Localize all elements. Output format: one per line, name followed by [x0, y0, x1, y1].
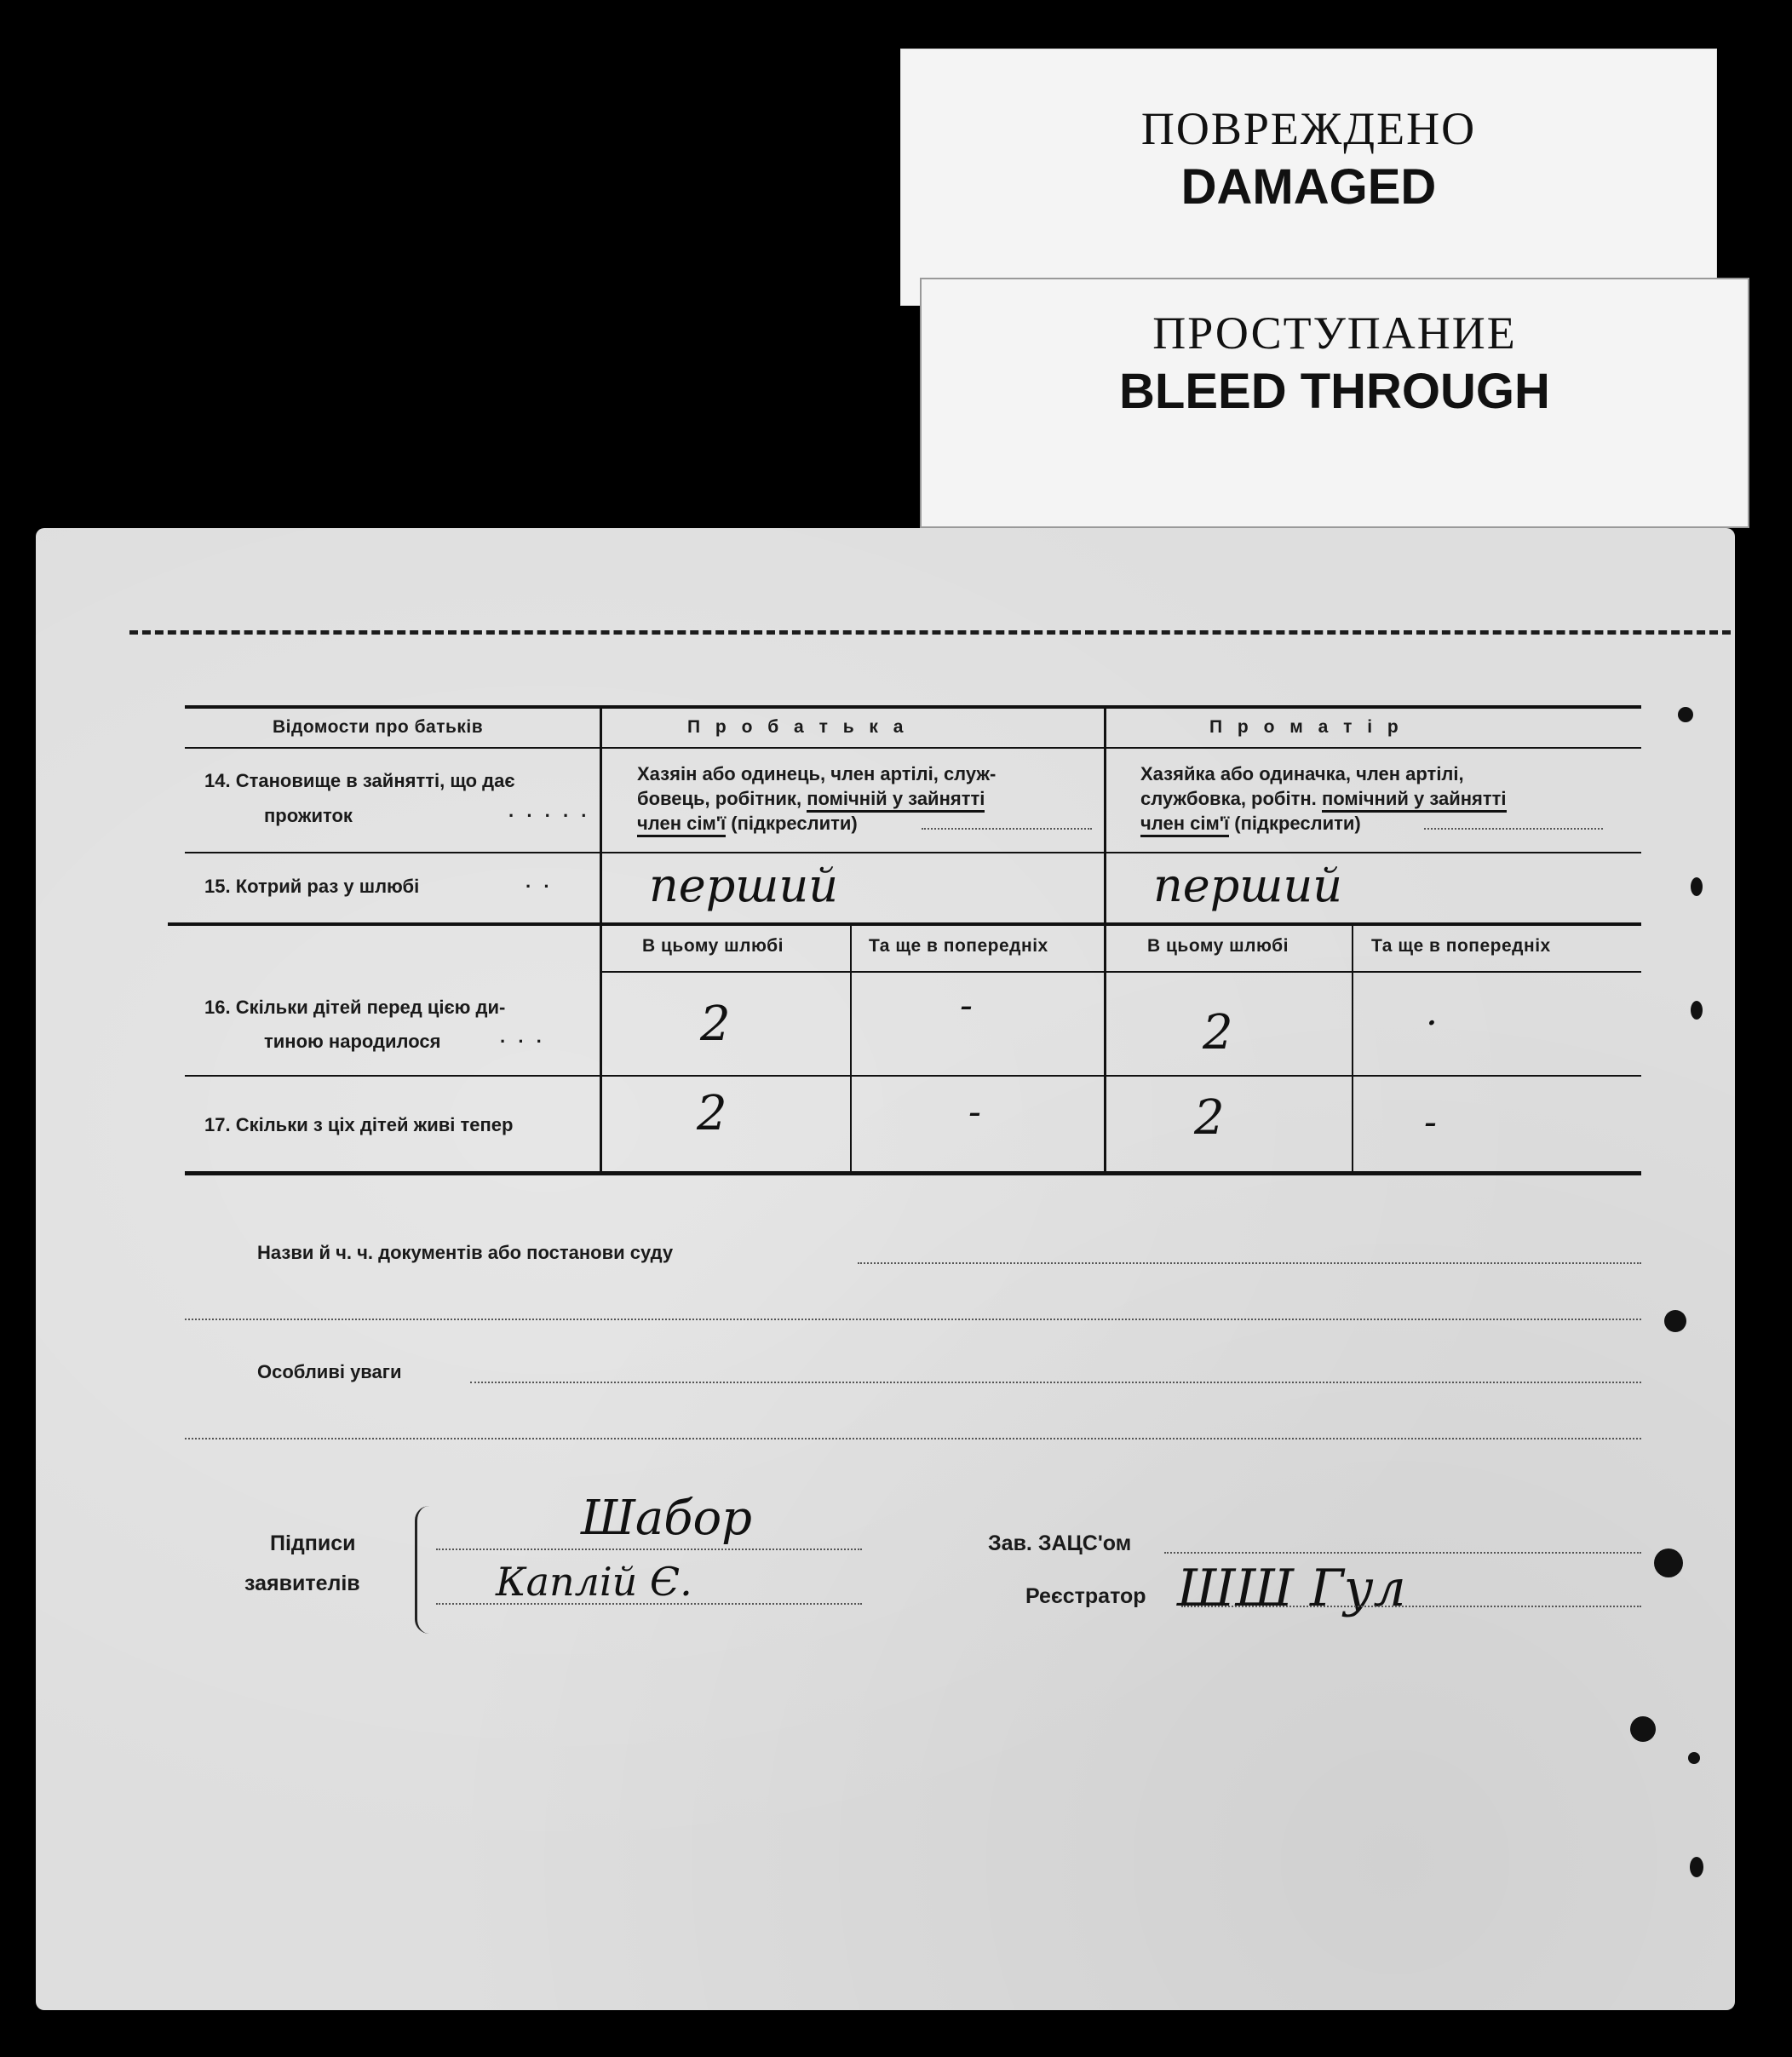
row16-dots: ··· [500, 1031, 554, 1052]
row15-mother-value: перший [1153, 859, 1343, 912]
row15-label: 15. Котрий раз у шлюбі [204, 876, 420, 897]
row14-mother-line1: Хазяйка або одиначка, член артілі, [1140, 763, 1464, 784]
mother-this-marriage-header: В цьому шлюбі [1147, 936, 1289, 956]
row16-father-this: 2 [700, 997, 731, 1052]
col-divider-1 [600, 707, 602, 1174]
father-previous-header: Та ще в попередніх [869, 936, 1048, 956]
applicant-signature-line-1 [436, 1548, 862, 1550]
row17-father-this: 2 [697, 1086, 727, 1141]
col-divider-mother [1352, 924, 1353, 1173]
damage-hole [1678, 707, 1693, 722]
document-sheet [36, 528, 1735, 2010]
header-col2: П р о б а т ь к а [687, 717, 909, 737]
row14-father-line3b: (підкреслити) [731, 813, 858, 834]
row17-father-prev: - [968, 1090, 981, 1134]
row15-father-value: перший [649, 859, 839, 912]
row16-rule [185, 1075, 1641, 1077]
row17-label: 17. Скільки з ціх дітей живі тепер [204, 1114, 514, 1135]
header-col3: П р о м а т і р [1209, 717, 1404, 737]
row14-mother-line3a: член сім'ї [1140, 813, 1229, 837]
signatures-label-line1: Підписи [270, 1531, 356, 1555]
documents-label: Назви й ч. ч. документів або постанови суду [257, 1242, 674, 1263]
punch-hole [1691, 1001, 1703, 1020]
row17-mother-this: 2 [1194, 1090, 1225, 1146]
head-of-registry-line [1164, 1552, 1641, 1554]
punch-hole [1691, 877, 1703, 896]
punch-hole [1690, 1857, 1703, 1877]
row14-father-line2a: бовець, робітник, [637, 788, 802, 809]
bleed-through-tag [922, 279, 1748, 526]
row16-mother-this: 2 [1203, 1005, 1233, 1060]
damage-hole [1664, 1310, 1686, 1332]
row16-mother-prev: · [1426, 1002, 1438, 1045]
col-divider-2 [1104, 707, 1106, 1174]
table-bottom-rule [185, 1171, 1641, 1175]
applicant-signature-1: Шабор [581, 1491, 753, 1546]
row14-label-line1: 14. Становище в зайнятті, що дає [204, 770, 515, 791]
row14-father-line3a: член сім'ї [637, 813, 726, 837]
signatures-brace [415, 1506, 429, 1634]
remarks-label: Особливі уваги [257, 1361, 402, 1382]
row15-dots: ·· [526, 876, 562, 897]
row14-mother-line3b: (підкреслити) [1234, 813, 1361, 834]
row16-father-prev: - [960, 984, 973, 1027]
damaged-tag [901, 49, 1716, 305]
damaged-tag-en: DAMAGED [1180, 159, 1437, 215]
damage-hole [1654, 1548, 1683, 1577]
documents-fill-2 [185, 1319, 1641, 1320]
head-of-registry-label: Зав. ЗАЦС'ом [988, 1531, 1132, 1555]
row14-father-fill [922, 828, 1092, 830]
damage-hole [1630, 1716, 1656, 1742]
col-divider-father [850, 924, 852, 1173]
applicant-signature-2: Каплій Є. [496, 1559, 692, 1605]
applicant-signature-line-2 [436, 1603, 862, 1605]
row14-dots: ····· [508, 805, 600, 826]
row14-mother-line2a: службовка, робітн. [1140, 788, 1317, 809]
punch-hole [1688, 1752, 1700, 1764]
documents-fill-1 [858, 1262, 1641, 1264]
header-col1: Відомости про батьків [273, 717, 484, 737]
row17-mother-prev: - [1424, 1100, 1437, 1144]
row14-father-line1: Хазяін або одинець, член артілі, служ- [637, 763, 997, 784]
remarks-fill-1 [470, 1382, 1641, 1383]
subheader-rule [602, 971, 1641, 973]
row14-father-line2b: помічній у зайнятті [807, 788, 985, 813]
header-rule [185, 747, 1641, 749]
row16-label-line2: тиною народилося [264, 1031, 441, 1052]
row14-mother-fill [1424, 828, 1603, 830]
bleed-tag-en: BLEED THROUGH [1119, 364, 1550, 419]
damaged-tag-ru: ПОВРЕЖДЕНО [1140, 103, 1477, 154]
row14-rule [185, 852, 1641, 853]
mother-previous-header: Та ще в попередніх [1371, 936, 1551, 956]
row15-rule [168, 922, 1641, 926]
row16-label-line1: 16. Скільки дітей перед цією ди- [204, 997, 506, 1018]
father-this-marriage-header: В цьому шлюбі [642, 936, 784, 956]
cut-line [129, 630, 1731, 635]
row14-mother-line2b: помічний у зайнятті [1322, 788, 1507, 813]
bleed-tag-ru: ПРОСТУПАНИЕ [1152, 307, 1517, 359]
signatures-label-line2: заявителів [244, 1571, 360, 1595]
registrar-signature: ШШ Гул [1177, 1559, 1406, 1618]
registrar-label: Реєстратор [1025, 1584, 1146, 1608]
registrar-line [1181, 1606, 1641, 1607]
row14-label-line2: прожиток [264, 805, 353, 826]
remarks-fill-2 [185, 1438, 1641, 1439]
table-top-rule [185, 705, 1641, 709]
